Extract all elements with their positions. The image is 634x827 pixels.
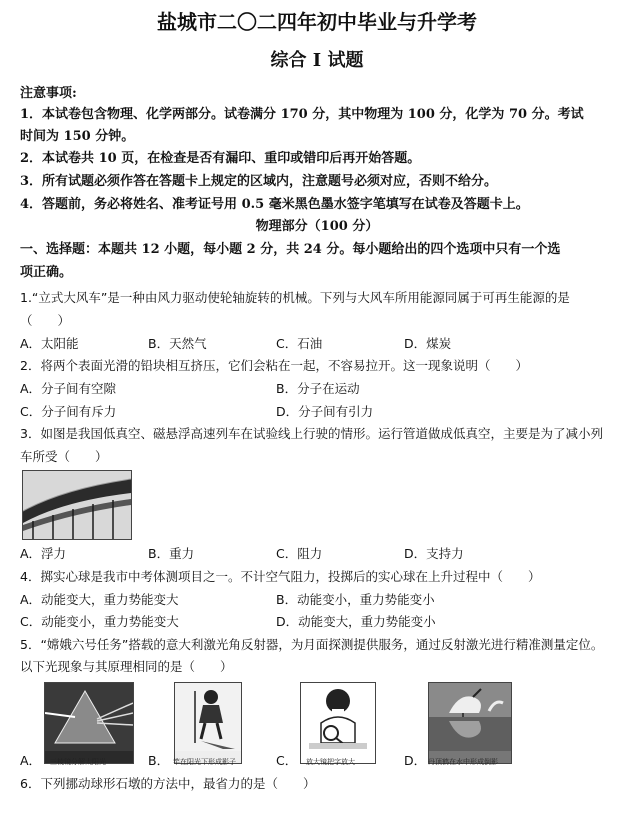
part1-heading-b: 项正确。 [20, 265, 73, 280]
caption-c: 放大镜把字放大 [306, 758, 355, 766]
notice-item-1b: 时间为 150 分钟。 [20, 129, 135, 144]
q4-stem: 4．掷实心球是我市中考体测项目之一。不计空气阻力，投掷后的实心球在上升过程中（ ） [20, 569, 541, 584]
q5-option-c: C． [276, 753, 298, 768]
shadow-image [174, 682, 242, 764]
q4-option-c: C．动能变小，重力势能变大 [20, 614, 179, 629]
caption-d: 丹顶鹤在水中形成倒影 [428, 758, 498, 766]
q3-option-a: A．浮力 [20, 546, 67, 561]
q1-option-c: C．石油 [276, 336, 323, 351]
q3-option-d: D．支持力 [404, 546, 464, 561]
caption-a: 三棱镜分解太阳光 [50, 758, 106, 766]
notice-heading: 注意事项: [20, 86, 77, 101]
part1-heading-a: 一、选择题：本题共 12 小题，每小题 2 分，共 24 分。每小题给出的四个选项中只有一个选 [20, 242, 561, 257]
q5-stem-a: 5．“嫦娥六号任务”搭载的意大利激光角反射器，为月面探测提供服务，通过反射激光进行精准测量定位。 [20, 637, 604, 652]
notice-item-4: 4．答题前，务必将姓名、准考证号用 0.5 毫米黑色墨水签字笔填写在试卷及答题卡上。 [20, 197, 529, 212]
q3-stem-b: 车所受（ ） [20, 449, 108, 464]
q1-option-b: B．天然气 [148, 336, 207, 351]
q1-stem-a: 1.“立式大风车”是一种由风力驱动使轮轴旋转的机械。下列与大风车所用能源同属于可再生能源的是 [20, 290, 570, 305]
q6-stem: 6．下列挪动球形石墩的方法中，最省力的是（ ） [20, 776, 316, 791]
q5-stem-b: 以下光现象与其原理相同的是（ ） [20, 659, 233, 674]
exam-title: 盐城市二〇二四年初中毕业与升学考 [157, 10, 477, 34]
q2-option-a: A．分子间有空隙 [20, 381, 117, 396]
q1-option-d: D．煤炭 [404, 336, 452, 351]
q5-option-d: D． [404, 753, 427, 768]
maglev-train-image [22, 470, 132, 540]
prism-dispersion-image [44, 682, 134, 764]
notice-item-2: 2．本试卷共 10 页，在检查是否有漏印、重印或错印后再开始答题。 [20, 151, 421, 166]
q1-stem-b: （ ） [20, 313, 71, 328]
q5-option-a: A． [20, 753, 42, 768]
q4-option-a: A．动能变大，重力势能变大 [20, 592, 179, 607]
exam-subtitle: 综合 I 试题 [270, 50, 364, 71]
q4-option-d: D．动能变大，重力势能变小 [276, 614, 436, 629]
notice-item-1a: 1．本试卷包含物理、化学两部分。试卷满分 170 分，其中物理为 100 分，化学为 70 分。考试 [20, 107, 584, 122]
q3-option-b: B．重力 [148, 546, 195, 561]
notice-item-3: 3．所有试题必须作答在答题卡上规定的区域内，注意题号必须对应，否则不给分。 [20, 174, 498, 189]
q4-option-b: B．动能变小，重力势能变小 [276, 592, 435, 607]
q2-option-d: D．分子间有引力 [276, 404, 374, 419]
physics-section-title: 物理部分（100 分） [255, 219, 379, 234]
q2-option-b: B．分子在运动 [276, 381, 360, 396]
q2-stem: 2．将两个表面光滑的铅块相互挤压，它们会粘在一起，不容易拉开。这一现象说明（ ） [20, 358, 528, 373]
q3-stem-a: 3．如图是我国低真空、磁悬浮高速列车在试验线上行驶的情形。运行管道做成低真空，主要是为了减小列 [20, 426, 603, 441]
q1-option-a: A．太阳能 [20, 336, 79, 351]
crane-reflection-image [428, 682, 512, 764]
q5-option-b: B． [148, 753, 170, 768]
q3-option-c: C．阻力 [276, 546, 323, 561]
magnifier-image [300, 682, 376, 764]
caption-b: 竿在阳光下形成影子 [173, 758, 236, 766]
q2-option-c: C．分子间有斥力 [20, 404, 117, 419]
